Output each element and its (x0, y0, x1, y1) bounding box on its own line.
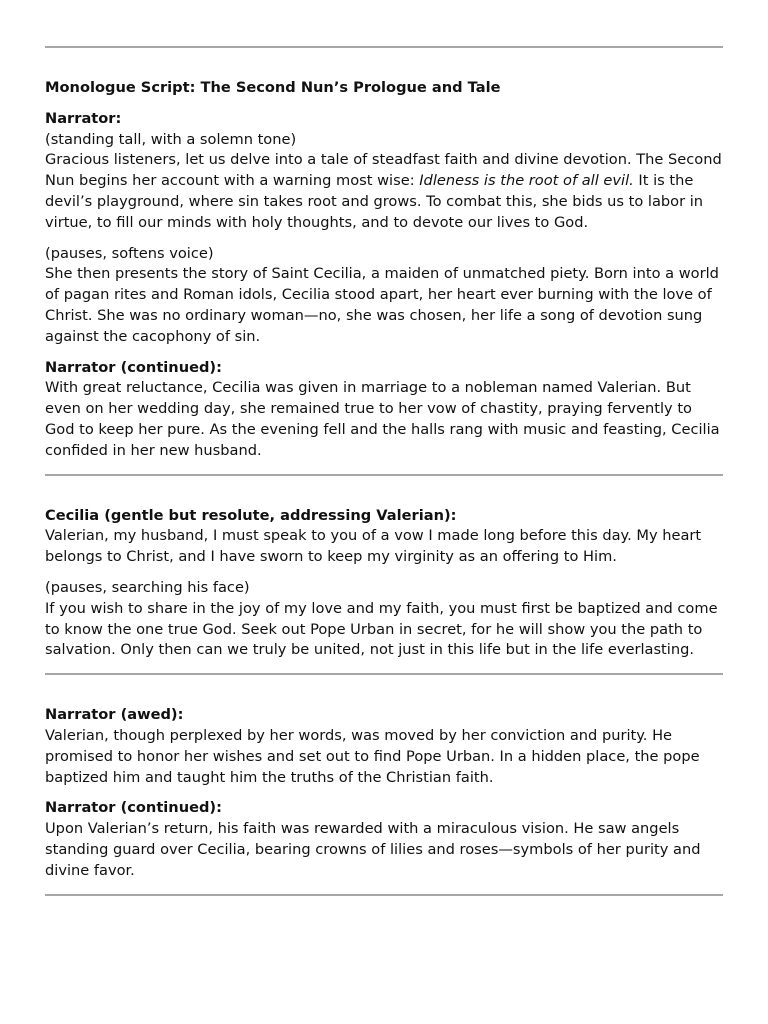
section-cecilia (45, 476, 723, 662)
stage-direction: (pauses, searching his face) (45, 578, 250, 596)
dialogue-text: If you wish to share in the joy of my love and my faith, you must first be baptized and come to know the one true God. Seek out Pope Urban in secret, for he will show you the path to salvation. Only then can we truly be united, not just in this life but in the life everlasting. (45, 599, 718, 659)
dialogue-text: With great reluctance, Cecilia was given in marriage to a nobleman named Valerian. But even on her wedding day, she remained true to her vow of chastity, praying fervently to God to keep her pure. As the evening fell and the halls rang with music and feasting, Cecilia confided in her new husband. (45, 379, 720, 459)
dialogue-text: Valerian, my husband, I must speak to you of a vow I made long before this day. My heart belongs to Christ, and I have sworn to keep my virginity as an offering to Him. (45, 527, 702, 566)
narrator-block-2 (45, 244, 723, 348)
speaker-label: Cecilia (gentle but resolute, addressing Valerian): (45, 506, 457, 524)
divider-bottom (45, 894, 723, 896)
document-title: Monologue Script: The Second Nun’s Prologue and Tale (45, 79, 501, 96)
dialogue-emphasis: Idleness is the root of all evil. (419, 172, 634, 190)
narrator-block-3 (45, 358, 723, 462)
section-valerian (45, 675, 723, 881)
dialogue-text: Valerian, though perplexed by her words, was moved by her conviction and purity. He promised to honor her wishes and set out to find Pope Urban. In a hidden place, the pope baptized him and taught him the truths of the Christian faith. (45, 726, 700, 786)
dialogue-text: Upon Valerian’s return, his faith was rewarded with a miraculous vision. He saw angels standing guard over Cecilia, bearing crowns of lilies and roses—symbols of her purity and divine favor. (45, 820, 701, 879)
speaker-label: Narrator (continued): (45, 799, 222, 817)
cecilia-block-1 (45, 506, 723, 568)
section-prologue (45, 48, 723, 462)
speaker-label: Narrator: (45, 109, 122, 127)
narrator-block-5 (45, 798, 723, 881)
speaker-label: Narrator (continued): (45, 358, 222, 376)
script-page (45, 46, 723, 896)
dialogue-text: Gracious listeners, let us delve into a tale of steadfast faith and divine devotion. The Second Nun begins her account with a warning most wise: (45, 151, 722, 190)
stage-direction: (standing tall, with a solemn tone) (45, 130, 297, 148)
stage-direction: (pauses, softens voice) (45, 244, 214, 262)
dialogue-text: It is the devil’s playground, where sin takes root and grows. To combat this, she bids us to labor in virtue, to fill our minds with holy thoughts, and to devote our lives to God. (45, 172, 704, 231)
speaker-label: Narrator (awed): (45, 706, 184, 724)
narrator-block-1 (45, 109, 723, 234)
cecilia-block-2 (45, 578, 723, 661)
narrator-block-4 (45, 705, 723, 788)
dialogue-text: She then presents the story of Saint Cecilia, a maiden of unmatched piety. Born into a world of pagan rites and Roman idols, Cecilia stood apart, her heart ever burning with the love of Christ. She was no ordinary woman—no, she was chosen, her life a song of devotion sung against the cacophony of sin. (45, 265, 719, 345)
